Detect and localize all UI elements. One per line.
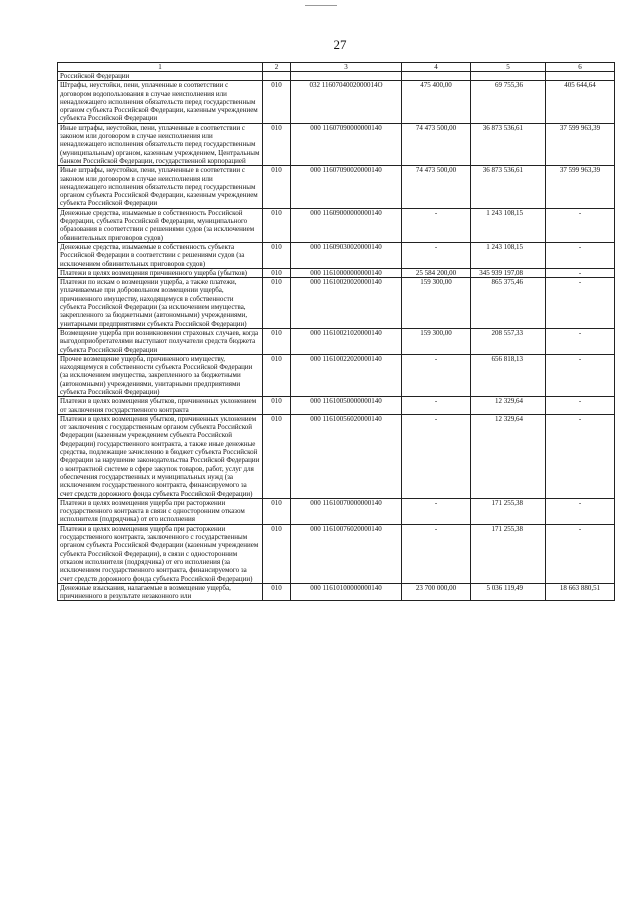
cell-code: 010 — [263, 166, 291, 208]
cell-kbk: 000 11607090000000140 — [291, 123, 402, 165]
col-header-2: 2 — [263, 63, 291, 72]
cell-plan: 159 300,00 — [402, 328, 471, 354]
col-header-3: 3 — [291, 63, 402, 72]
cell-fact: 12 329,64 — [471, 414, 546, 498]
cell-code: 010 — [263, 583, 291, 601]
cell-kbk: 000 11610022020000140 — [291, 354, 402, 396]
cell-fact: 171 255,38 — [471, 498, 546, 524]
cell-code: 010 — [263, 208, 291, 242]
cell-fact: 656 818,13 — [471, 354, 546, 396]
cell-kbk: 000 11610070000000140 — [291, 498, 402, 524]
cell-name: Платежи в целях возмещения убытков, причиненных уклонением от заключения государственного контракта — [58, 397, 263, 415]
cell-code: 010 — [263, 524, 291, 583]
cell-fact: 1 243 108,15 — [471, 208, 546, 242]
cell-prev: - — [546, 328, 615, 354]
cell-name: Платежи в целях возмещения ущерба при расторжении государственного контракта в связи с односторонним отказом исполнителя (подрядчика) от его исполнения — [58, 498, 263, 524]
cell-plan: 74 473 500,00 — [402, 166, 471, 208]
cell-name: Российской Федерации — [58, 72, 263, 81]
cell-fact: 5 036 119,49 — [471, 583, 546, 601]
cell-fact: 1 243 108,15 — [471, 242, 546, 268]
cell-kbk: 000 11610021020000140 — [291, 328, 402, 354]
table-row — [58, 166, 615, 208]
cell-plan — [402, 72, 471, 81]
header-row — [58, 63, 615, 72]
cell-kbk: 000 11610050000000140 — [291, 397, 402, 415]
cell-kbk: 000 11610100000000140 — [291, 583, 402, 601]
cell-kbk: 000 11610076020000140 — [291, 524, 402, 583]
cell-fact: 865 375,46 — [471, 278, 546, 329]
top-mark-line — [305, 5, 337, 6]
cell-kbk: 000 11610000000000140 — [291, 268, 402, 277]
col-header-1: 1 — [58, 63, 263, 72]
cell-name: Возмещение ущерба при возникновении страховых случаев, когда выгодоприобретателями выступают получатели средств бюджета субъекта Российской Федерации — [58, 328, 263, 354]
cell-prev: - — [546, 414, 615, 498]
cell-plan: - — [402, 414, 471, 498]
cell-prev: 18 663 880,51 — [546, 583, 615, 601]
cell-plan: 475 400,00 — [402, 81, 471, 123]
cell-plan: - — [402, 208, 471, 242]
col-header-4: 4 — [402, 63, 471, 72]
table-row — [58, 328, 615, 354]
cell-fact: 12 329,64 — [471, 397, 546, 415]
cell-code: 010 — [263, 278, 291, 329]
cell-fact: 36 873 536,61 — [471, 123, 546, 165]
budget-table — [57, 62, 615, 601]
cell-fact — [471, 72, 546, 81]
cell-kbk: 032 1160704002000014О — [291, 81, 402, 123]
cell-name: Денежные взыскания, налагаемые в возмещение ущерба, причиненного в результате незаконного или — [58, 583, 263, 601]
cell-kbk: 000 11609000000000140 — [291, 208, 402, 242]
table-row — [58, 72, 615, 81]
table-row — [58, 354, 615, 396]
cell-prev: - — [546, 278, 615, 329]
cell-code: 010 — [263, 414, 291, 498]
cell-prev: - — [546, 524, 615, 583]
cell-name: Прочее возмещение ущерба, причиненного имуществу, находящемуся в собственности субъекта Российской Федерации (за исключением имущества, закрепленного за бюджетными (автономными) учреждениями, унитарными предприятиями субъекта Российской Федерации) — [58, 354, 263, 396]
cell-prev: - — [546, 397, 615, 415]
cell-name: Иные штрафы, неустойки, пени, уплаченные в соответствии с законом или договором в случае неисполнения или ненадлежащего исполнения обязательств перед государственным (муниципальным) органом, казенным учреждением, Центральным банком Российской Федерации, государственной корпорацией — [58, 123, 263, 165]
cell-plan: - — [402, 354, 471, 396]
table-row — [58, 498, 615, 524]
cell-name: Платежи в целях возмещения причиненного ущерба (убытков) — [58, 268, 263, 277]
cell-name: Штрафы, неустойки, пени, уплаченные в соответствии с договором водопользования в случае неисполнения или ненадлежащего исполнения обязательств перед государственным органом субъекта Российской Федерации, казенным учреждением субъекта Российской Федерации — [58, 81, 263, 123]
table-row — [58, 123, 615, 165]
cell-name: Платежи в целях возмещения убытков, причиненных уклонением от заключения с государственным органом субъекта Российской Федерации (казенным учреждением субъекта Российской Федерации) государственного контракта, а также иные денежные средства, подлежащие зачислению в бюджет субъекта Российской Федерации за нарушение законодательства Российской Федерации о контрактной системе в сфере закупок товаров, работ, услуг для обеспечения государственных и муниципальных нужд (за исключением государственного контракта, финансируемого за счет средств дорожного фонда субъекта Российской Федерации) — [58, 414, 263, 498]
cell-kbk: 000 11609030020000140 — [291, 242, 402, 268]
cell-prev: - — [546, 242, 615, 268]
table-row — [58, 278, 615, 329]
cell-code: 010 — [263, 268, 291, 277]
cell-code: 010 — [263, 397, 291, 415]
cell-code: 010 — [263, 328, 291, 354]
cell-plan: - — [402, 397, 471, 415]
cell-name: Платежи по искам о возмещении ущерба, а также платежи, уплачиваемые при добровольном возмещении ущерба, причиненного имуществу, находящемуся в собственности субъекта Российской Федерации (за исключением имущества, закрепленного за бюджетными (автономными) учреждениями, унитарными предприятиями субъекта Российской Федерации) — [58, 278, 263, 329]
table-row — [58, 397, 615, 415]
cell-name: Денежные средства, изымаемые в собственность Российской Федерации, субъекта Российской Федерации, муниципального образования в соответствии с решениями судов (за исключением обвинительных приговоров судов) — [58, 208, 263, 242]
cell-code: 010 — [263, 123, 291, 165]
cell-prev: - — [546, 498, 615, 524]
col-header-5: 5 — [471, 63, 546, 72]
cell-plan: - — [402, 498, 471, 524]
cell-name: Иные штрафы, неустойки, пени, уплаченные в соответствии с законом или договором в случае неисполнения или ненадлежащего исполнения обязательств перед государственным органом субъекта Российской Федерации, казенным учреждением субъекта Российской Федерации — [58, 166, 263, 208]
cell-plan: 23 700 000,00 — [402, 583, 471, 601]
table-row — [58, 524, 615, 583]
cell-fact: 69 755,36 — [471, 81, 546, 123]
cell-code — [263, 72, 291, 81]
cell-prev: 37 599 963,39 — [546, 166, 615, 208]
cell-fact: 345 939 197,08 — [471, 268, 546, 277]
cell-prev — [546, 72, 615, 81]
cell-fact: 171 255,38 — [471, 524, 546, 583]
cell-fact: 36 873 536,61 — [471, 166, 546, 208]
cell-prev: - — [546, 268, 615, 277]
table-row — [58, 268, 615, 277]
cell-fact: 208 557,33 — [471, 328, 546, 354]
cell-prev: 37 599 963,39 — [546, 123, 615, 165]
cell-kbk: 000 11610020020000140 — [291, 278, 402, 329]
cell-code: 010 — [263, 354, 291, 396]
table-row — [58, 583, 615, 601]
page-number: 27 — [333, 37, 347, 52]
cell-name: Платежи в целях возмещения ущерба при расторжении государственного контракта, заключенного с государственным органом субъекта Российской Федерации (казенным учреждением субъекта Российской Федерации), в связи с односторонним отказом исполнителя (подрядчика) от его исполнения (за исключением государственного контракта, финансируемого за счет средств дорожного фонда субъекта Российской Федерации) — [58, 524, 263, 583]
cell-name: Денежные средства, изымаемые в собственность субъекта Российской Федерации в соответствии с решениями судов (за исключением обвинительных приговоров судов) — [58, 242, 263, 268]
col-header-6: 6 — [546, 63, 615, 72]
cell-code: 010 — [263, 498, 291, 524]
table-row — [58, 81, 615, 123]
cell-plan: - — [402, 524, 471, 583]
cell-plan: 74 473 500,00 — [402, 123, 471, 165]
table-row — [58, 242, 615, 268]
table-row — [58, 208, 615, 242]
cell-kbk: 000 11607090020000140 — [291, 166, 402, 208]
cell-prev: - — [546, 354, 615, 396]
cell-kbk: 000 11610056020000140 — [291, 414, 402, 498]
cell-code: 010 — [263, 242, 291, 268]
cell-plan: 159 300,00 — [402, 278, 471, 329]
cell-plan: 25 584 200,00 — [402, 268, 471, 277]
cell-prev: 405 644,64 — [546, 81, 615, 123]
cell-prev: - — [546, 208, 615, 242]
cell-code: 010 — [263, 81, 291, 123]
cell-plan: - — [402, 242, 471, 268]
table-row — [58, 414, 615, 498]
cell-kbk — [291, 72, 402, 81]
